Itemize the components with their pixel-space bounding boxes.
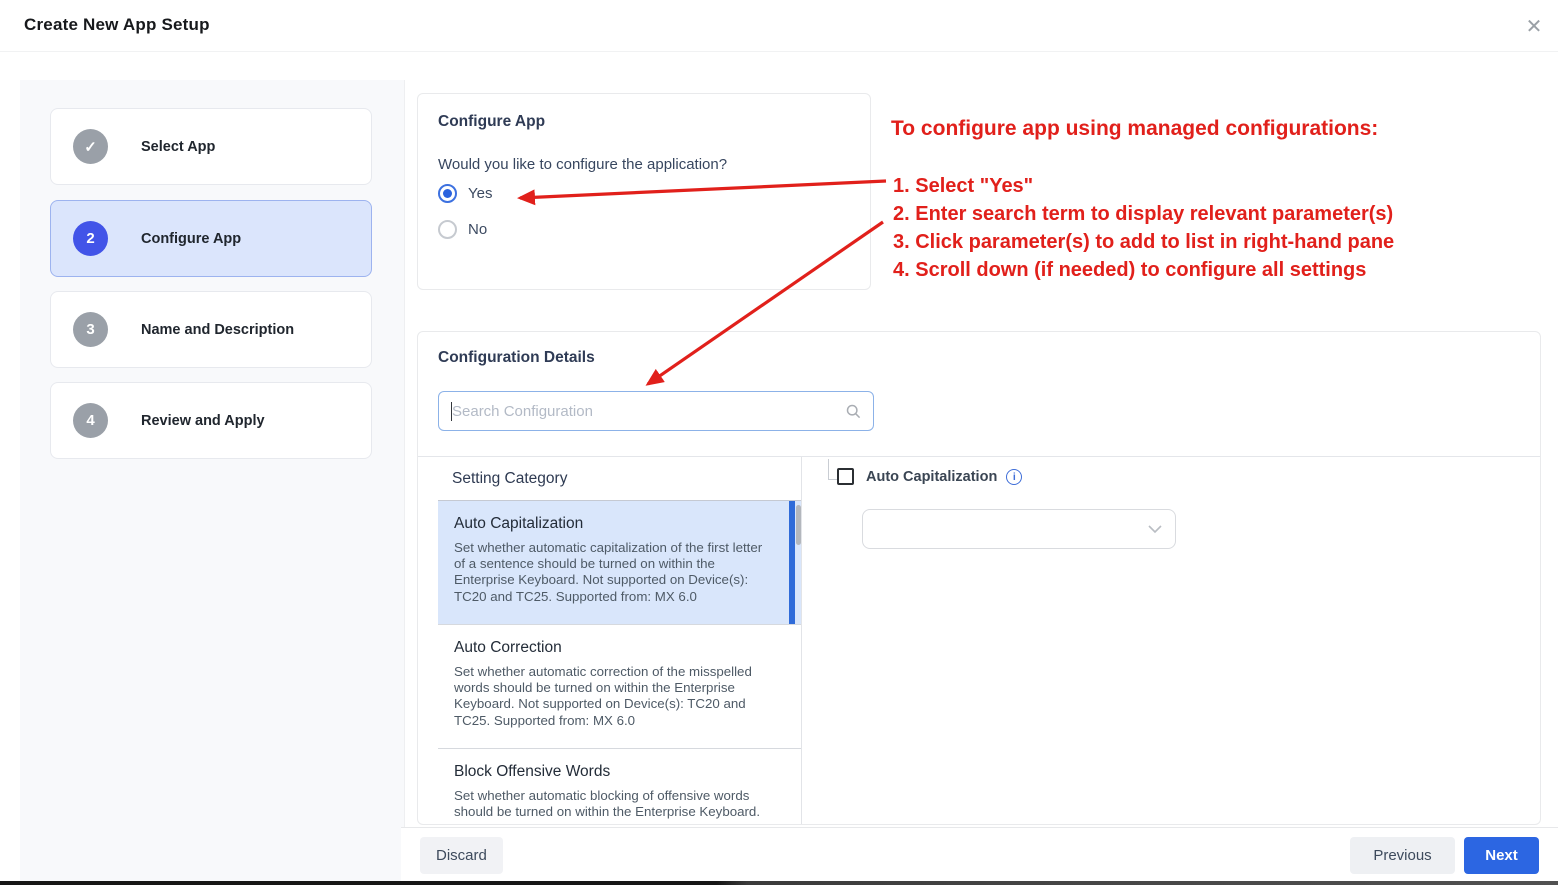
previous-button[interactable]: Previous [1350, 837, 1455, 874]
info-icon[interactable]: i [1006, 469, 1022, 485]
dialog-title: Create New App Setup [24, 15, 210, 34]
configuration-details-card [417, 331, 1541, 825]
dialog-footer [401, 827, 1558, 881]
category-item-auto-capitalization[interactable] [438, 501, 801, 625]
auto-capitalization-checkbox[interactable] [837, 468, 854, 485]
radio-yes-label: Yes [468, 184, 493, 202]
step2-number-badge: 2 [73, 221, 108, 256]
auto-capitalization-label: Auto Capitalization [866, 468, 998, 485]
chevron-down-icon [1148, 524, 1162, 534]
radio-no-label: No [468, 220, 488, 238]
step3-number-badge: 3 [73, 312, 108, 347]
pane-divider [801, 457, 802, 825]
discard-button[interactable]: Discard [420, 837, 503, 874]
annotation-step-1: 1. Select "Yes" [893, 175, 1034, 197]
annotation-title: To configure app using managed configurations: [891, 117, 1379, 140]
step4-number-badge: 4 [73, 403, 108, 438]
annotation-step-4: 4. Scroll down (if needed) to configure all settings [893, 259, 1367, 281]
configure-app-title: Configure App [438, 113, 546, 130]
category-item-block-offensive-words[interactable] [438, 749, 801, 825]
step-select-app[interactable] [50, 108, 372, 185]
category-name: Auto Correction [454, 639, 562, 656]
window-edge-artifact [0, 881, 1558, 885]
step3-label: Name and Description [141, 321, 295, 338]
category-description: Set whether automatic correction of the misspelled words should be turned on within the Enterprise Keyboard. Not supported on Device(s): TC20 and TC25. Supported from: MX 6.0 [454, 664, 752, 728]
annotation-step-2: 2. Enter search term to display relevant parameter(s) [893, 203, 1394, 225]
tree-connector-horizontal [828, 479, 837, 480]
search-configuration-box [438, 391, 874, 431]
auto-capitalization-dropdown[interactable] [862, 509, 1176, 549]
parameter-selection-section [418, 456, 1540, 825]
configure-question: Would you like to configure the application? [438, 156, 728, 173]
next-button[interactable]: Next [1464, 837, 1539, 874]
search-icon [846, 404, 861, 419]
radio-yes[interactable] [438, 182, 492, 204]
category-description: Set whether automatic capitalization of the first letter of a sentence should be turned on within the Enterprise Keyboard. Not supported on Device(s): TC20 and TC25. Supported from: MX 6.0 [454, 540, 763, 604]
category-description: Set whether automatic blocking of offensive words should be turned on within the Enterprise Keyboard. [454, 788, 761, 820]
step1-label: Select App [141, 138, 216, 155]
search-configuration-input[interactable] [439, 392, 873, 430]
setting-category-pane [438, 457, 801, 825]
step-review-and-apply[interactable] [50, 382, 372, 459]
dialog-header [0, 0, 1558, 52]
text-cursor [451, 402, 452, 421]
category-name: Auto Capitalization [454, 515, 584, 532]
wizard-steps-sidebar [20, 80, 405, 881]
configuration-details-title: Configuration Details [438, 349, 595, 366]
setting-category-list [438, 500, 801, 825]
selected-parameter-row [837, 468, 1022, 485]
selected-accent-bar [789, 501, 795, 624]
radio-yes-circle-icon [438, 184, 457, 203]
step-name-and-description[interactable] [50, 291, 372, 368]
step-configure-app[interactable] [50, 200, 372, 277]
step4-label: Review and Apply [141, 412, 265, 429]
radio-no-circle-icon [438, 220, 457, 239]
radio-no[interactable] [438, 218, 487, 240]
tree-connector-vertical [828, 459, 829, 479]
annotation-step-3: 3. Click parameter(s) to add to list in right-hand pane [893, 231, 1395, 253]
category-item-auto-correction[interactable] [438, 625, 801, 749]
step1-check-icon: ✓ [73, 129, 108, 164]
close-icon[interactable]: ✕ [1525, 15, 1543, 38]
step2-label: Configure App [141, 230, 242, 247]
setting-category-header: Setting Category [452, 469, 568, 487]
category-name: Block Offensive Words [454, 763, 611, 780]
annotation-steps [893, 172, 1394, 284]
configure-app-card [417, 93, 871, 290]
